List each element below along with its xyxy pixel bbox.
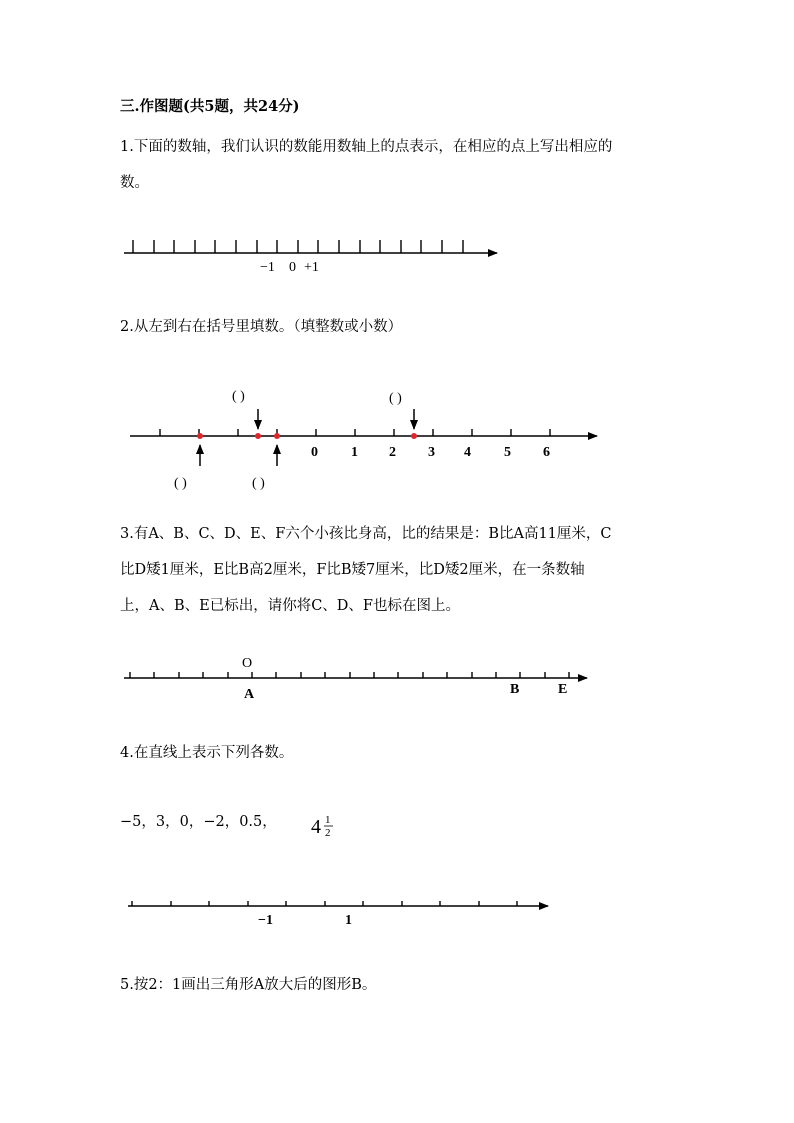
q2-label-5: 5 — [504, 445, 511, 460]
q3-label-b: B — [510, 682, 520, 697]
q1-text-line2: 数。 — [120, 175, 149, 191]
q3-label-a: A — [244, 687, 255, 702]
q2-point-1 — [197, 433, 203, 439]
q4-mixed-numerator: 1 — [325, 814, 331, 826]
q5-text: 5.按2：1画出三角形A放大后的图形B。 — [120, 977, 377, 993]
q1-label-pos1: +1 — [304, 260, 319, 275]
q4-mixed-number — [311, 814, 333, 839]
q4-label-1: 1 — [345, 913, 352, 928]
q2-label-6: 6 — [543, 445, 550, 460]
q4-label-neg1: −1 — [258, 913, 273, 928]
section-title: 三.作图题(共5题，共24分) — [120, 98, 300, 115]
q2-number-line — [130, 389, 597, 491]
q2-point-4 — [411, 433, 417, 439]
q4-text: 4.在直线上表示下列各数。 — [120, 745, 294, 761]
q1-number-line — [124, 240, 497, 275]
q2-label-1: 1 — [351, 445, 358, 460]
q2-point-3 — [274, 433, 280, 439]
q1-label-neg1: −1 — [260, 260, 275, 275]
q3-text-line1: 3.有A、B、C、D、E、F六个小孩比身高，比的结果是：B比A高11厘米，C — [120, 526, 612, 542]
q4-number-list: −5，3，0，−2，0.5， — [120, 814, 277, 830]
q4-number-line — [128, 901, 548, 928]
q2-label-4: 4 — [464, 445, 471, 460]
q2-label-2: 2 — [389, 445, 396, 460]
q2-blank-top-1: ( ) — [232, 389, 245, 404]
q2-label-0: 0 — [311, 445, 318, 460]
q2-blank-top-2: ( ) — [389, 391, 402, 406]
q2-blank-bottom-1: ( ) — [174, 476, 187, 491]
q1-text-line1: 1.下面的数轴，我们认识的数能用数轴上的点表示，在相应的点上写出相应的 — [120, 139, 613, 155]
q2-point-2 — [255, 433, 261, 439]
q3-text-line2: 比D矮1厘米，E比B高2厘米，F比B矮7厘米，比D矮2厘米，在一条数轴 — [120, 562, 585, 578]
q3-text-line3: 上，A、B、E已标出，请你将C、D、F也标在图上。 — [120, 598, 460, 614]
q2-blank-bottom-2: ( ) — [252, 476, 265, 491]
q3-origin-label: O — [242, 656, 253, 671]
q2-text: 2.从左到右在括号里填数。（填整数或小数） — [120, 319, 403, 335]
q4-mixed-whole: 4 — [311, 816, 321, 838]
q2-tick-labels — [311, 445, 550, 460]
q1-label-zero: 0 — [289, 260, 296, 275]
q3-number-line — [124, 656, 587, 702]
q2-label-3: 3 — [428, 445, 435, 460]
q3-label-e: E — [558, 682, 568, 697]
q4-mixed-denominator: 2 — [325, 827, 331, 839]
